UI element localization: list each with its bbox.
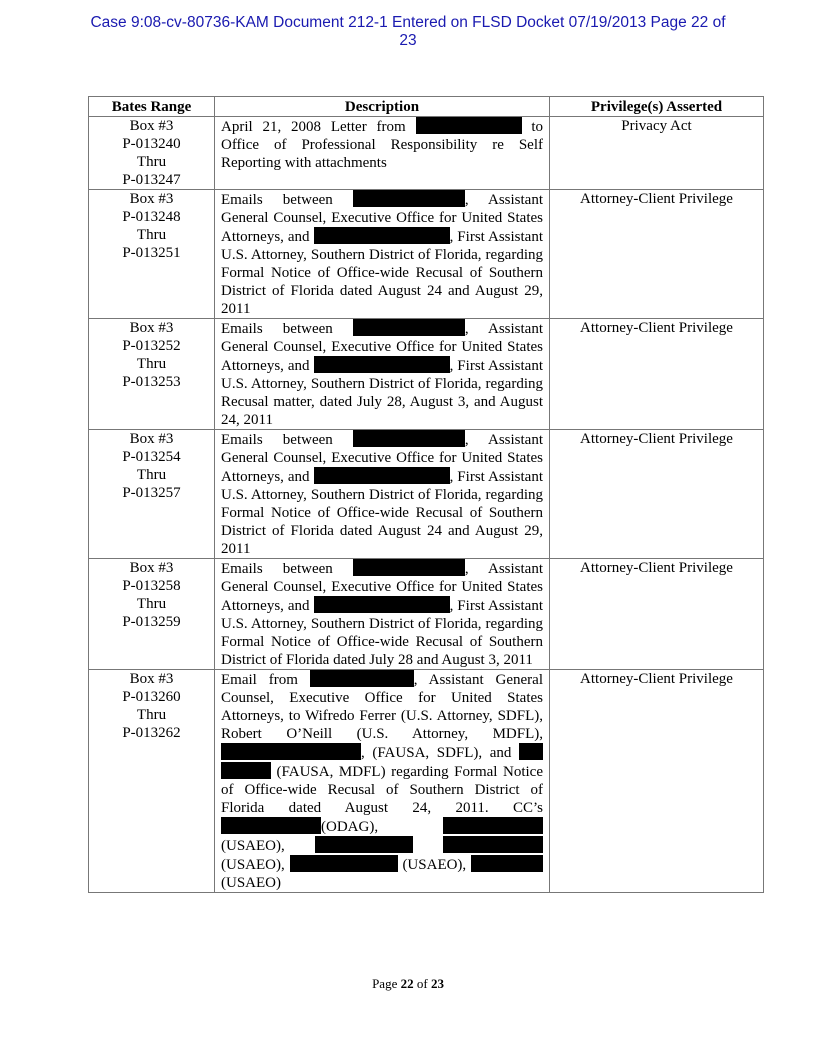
bates-range-cell bbox=[89, 319, 215, 430]
redaction-block bbox=[519, 743, 543, 760]
privilege-cell: Attorney-Client Privilege bbox=[550, 190, 764, 319]
redaction-block bbox=[221, 762, 271, 779]
redaction-block bbox=[310, 670, 414, 687]
privilege-cell: Attorney-Client Privilege bbox=[550, 319, 764, 430]
table-row bbox=[89, 190, 764, 319]
bates-box: Box #3 bbox=[129, 560, 174, 576]
desc-text: , First Assistant U.S. Attorney, Southern District of Florida, regarding Formal Notice of Office-wide Recusal of Southern District of Florida dated August 24 and August 29, 2011 bbox=[221, 469, 543, 557]
bates-thru: Thru bbox=[136, 467, 167, 483]
bates-range-cell bbox=[89, 117, 215, 190]
desc-text: Email from bbox=[221, 672, 298, 688]
page-footer bbox=[0, 976, 816, 992]
bates-box: Box #3 bbox=[129, 431, 174, 447]
desc-text: Emails between bbox=[221, 432, 333, 448]
desc-text: , (FAUSA, SDFL), and bbox=[361, 745, 512, 761]
table-header-row bbox=[89, 97, 764, 117]
description-cell bbox=[215, 190, 550, 319]
redaction-block bbox=[315, 836, 413, 853]
bates-end: P-013257 bbox=[122, 485, 181, 501]
redaction-block bbox=[221, 743, 361, 760]
desc-text: , Assistant General Counsel, Executive Office for United States Attorneys, to Wifredo Ferrer (U.S. Attorney, SDFL), Robert O’Neill (U.S. Attorney, MDFL), bbox=[221, 672, 543, 742]
bates-range-cell bbox=[89, 430, 215, 559]
bates-start: P-013260 bbox=[122, 689, 181, 705]
redaction-block bbox=[353, 430, 465, 447]
redaction-block bbox=[221, 817, 321, 834]
table-row bbox=[89, 559, 764, 670]
desc-text: , Assistant General Counsel, Executive Office for United States Attorneys, and bbox=[221, 561, 543, 614]
redaction-block bbox=[314, 596, 450, 613]
bates-box: Box #3 bbox=[129, 671, 174, 687]
table-row bbox=[89, 319, 764, 430]
footer-prefix: Page bbox=[372, 976, 398, 991]
redaction-block bbox=[443, 836, 543, 853]
redaction-block bbox=[416, 117, 522, 134]
bates-start: P-013252 bbox=[122, 338, 181, 354]
desc-text: Emails between bbox=[221, 561, 333, 577]
description-cell bbox=[215, 319, 550, 430]
redaction-block bbox=[314, 227, 450, 244]
privilege-cell: Attorney-Client Privilege bbox=[550, 559, 764, 670]
desc-text: , First Assistant U.S. Attorney, Southern District of Florida, regarding Formal Notice of Office-wide Recusal of Southern District of Florida dated August 24 and August 29, 2011 bbox=[221, 229, 543, 317]
bates-range-cell bbox=[89, 190, 215, 319]
desc-text: to Office of Professional Responsibility re Self Reporting with attachments bbox=[221, 119, 543, 171]
desc-text: (USAEO) bbox=[221, 875, 281, 891]
bates-thru: Thru bbox=[136, 356, 167, 372]
column-header-bates: Bates Range bbox=[89, 97, 215, 117]
desc-text: , First Assistant U.S. Attorney, Southern District of Florida, regarding Formal Notice of Office-wide Recusal of Southern District of Florida dated July 28 and August 3, 2011 bbox=[221, 598, 543, 668]
bates-box: Box #3 bbox=[129, 191, 174, 207]
footer-of: of bbox=[416, 976, 428, 991]
table-row bbox=[89, 670, 764, 893]
desc-text: , Assistant General Counsel, Executive Office for United States Attorneys, and bbox=[221, 321, 543, 374]
bates-start: P-013248 bbox=[122, 209, 181, 225]
bates-start: P-013254 bbox=[122, 449, 181, 465]
desc-text: (FAUSA, MDFL) regarding Formal Notice of Office-wide Recusal of Southern District of Florida dated August 24, 2011. CC’s bbox=[221, 764, 543, 816]
column-header-privilege: Privilege(s) Asserted bbox=[550, 97, 764, 117]
bates-thru: Thru bbox=[136, 227, 167, 243]
bates-thru: Thru bbox=[136, 707, 167, 723]
description-cell bbox=[215, 559, 550, 670]
desc-text: (USAEO), bbox=[402, 857, 467, 873]
bates-start: P-013240 bbox=[122, 136, 181, 152]
desc-text: Emails between bbox=[221, 192, 333, 208]
bates-box: Box #3 bbox=[129, 118, 174, 134]
redaction-block bbox=[353, 559, 465, 576]
column-header-description: Description bbox=[215, 97, 550, 117]
redaction-block bbox=[314, 356, 450, 373]
desc-text: April 21, 2008 Letter from bbox=[221, 119, 406, 135]
bates-thru: Thru bbox=[136, 154, 167, 170]
bates-end: P-013253 bbox=[122, 374, 181, 390]
table-row bbox=[89, 430, 764, 559]
docket-header-line2: 23 bbox=[399, 32, 417, 49]
desc-text: (USAEO), bbox=[221, 857, 285, 873]
docket-header-line1: Case 9:08-cv-80736-KAM Document 212-1 Entered on FLSD Docket 07/19/2013 Page 22 of bbox=[90, 14, 726, 31]
bates-range-cell bbox=[89, 670, 215, 893]
docket-header bbox=[40, 14, 776, 50]
desc-text: , First Assistant U.S. Attorney, Southern District of Florida, regarding Recusal matter, dated July 28, August 3, and August 24, 2011 bbox=[221, 358, 543, 428]
privilege-cell: Attorney-Client Privilege bbox=[550, 670, 764, 893]
bates-range-cell bbox=[89, 559, 215, 670]
bates-end: P-013247 bbox=[122, 172, 181, 188]
description-cell bbox=[215, 670, 550, 893]
redaction-block bbox=[290, 855, 398, 872]
privilege-log-table bbox=[88, 96, 764, 893]
footer-page-total: 23 bbox=[430, 976, 444, 991]
bates-end: P-013259 bbox=[122, 614, 181, 630]
bates-end: P-013251 bbox=[122, 245, 181, 261]
desc-text: (USAEO), bbox=[221, 838, 285, 854]
bates-start: P-013258 bbox=[122, 578, 181, 594]
bates-box: Box #3 bbox=[129, 320, 174, 336]
desc-text: Emails between bbox=[221, 321, 333, 337]
desc-text: , Assistant General Counsel, Executive Office for United States Attorneys, and bbox=[221, 432, 543, 485]
redaction-block bbox=[353, 319, 465, 336]
desc-text: (ODAG), bbox=[321, 819, 379, 835]
description-cell bbox=[215, 117, 550, 190]
bates-thru: Thru bbox=[136, 596, 167, 612]
redaction-block bbox=[353, 190, 465, 207]
redaction-block bbox=[471, 855, 543, 872]
privilege-cell: Privacy Act bbox=[550, 117, 764, 190]
description-cell bbox=[215, 430, 550, 559]
table-row bbox=[89, 117, 764, 190]
desc-text: , Assistant General Counsel, Executive Office for United States Attorneys, and bbox=[221, 192, 543, 245]
redaction-block bbox=[314, 467, 450, 484]
privilege-cell: Attorney-Client Privilege bbox=[550, 430, 764, 559]
redaction-block bbox=[443, 817, 543, 834]
bates-end: P-013262 bbox=[122, 725, 181, 741]
footer-page-number: 22 bbox=[400, 976, 414, 991]
